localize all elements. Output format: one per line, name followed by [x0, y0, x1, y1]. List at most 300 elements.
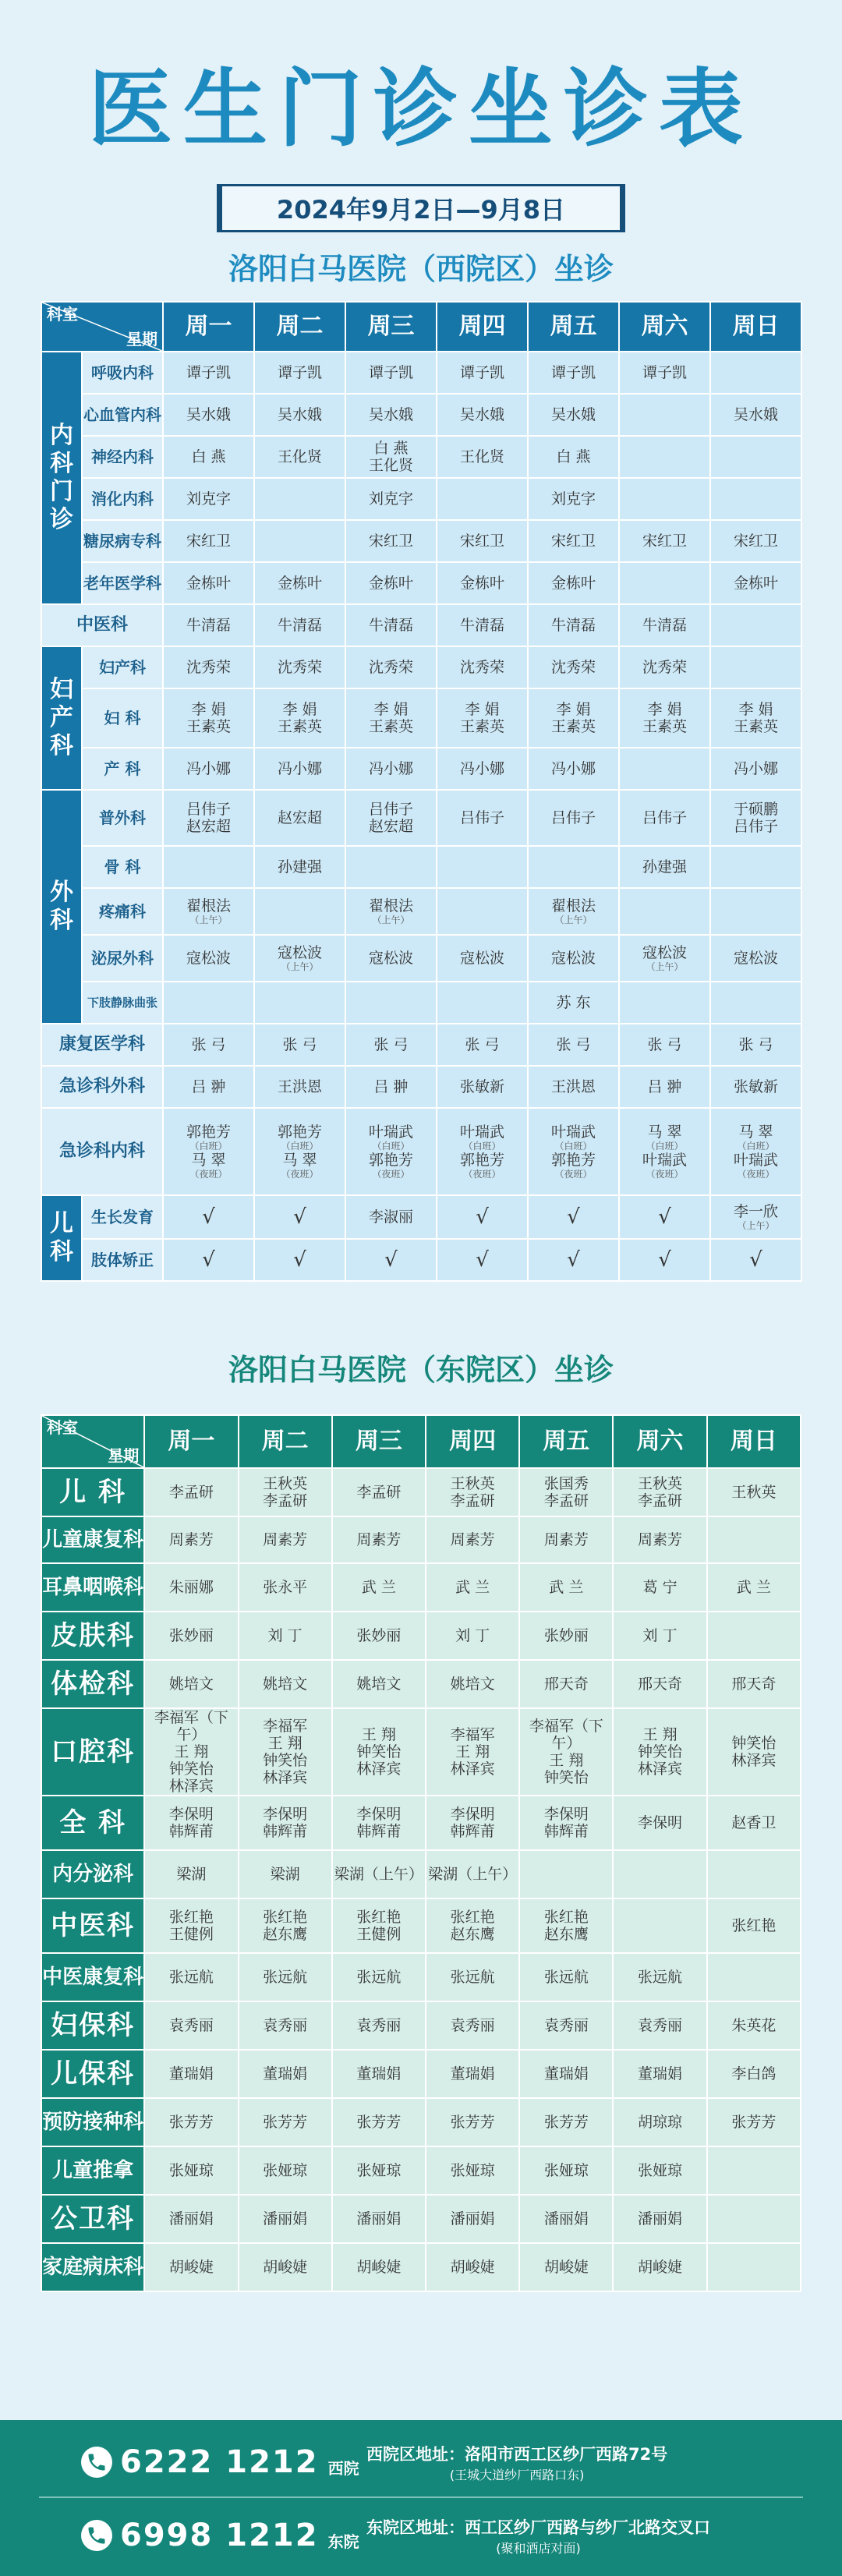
schedule-cell: [619, 478, 710, 520]
dept-name: 皮肤科: [41, 1612, 144, 1660]
check-mark: √: [163, 1239, 254, 1281]
table-row: [41, 1612, 801, 1660]
schedule-cell: 白 燕: [163, 436, 254, 478]
doctor-name: 张远航: [543, 1969, 589, 1986]
doctor-name: 王秋英: [450, 1475, 495, 1492]
schedule-cell: [519, 2146, 613, 2195]
doctor-name: 李孟研: [638, 1492, 683, 1509]
doctor-name: 白 燕: [373, 440, 409, 457]
doctor-name: 张远航: [638, 1969, 683, 1986]
east-phone-label: 东院: [327, 2532, 359, 2551]
doctor-name: 张远航: [168, 1969, 214, 1986]
doctor-name: 张芳芳: [263, 2114, 308, 2131]
doctor-name: 于硕鹏: [733, 801, 778, 818]
doctor-name: 张妙丽: [356, 1627, 402, 1644]
shift-note: （夜班）: [281, 1169, 319, 1180]
west-phone-label: 西院: [327, 2458, 359, 2478]
schedule-cell: [519, 1953, 613, 2001]
schedule-cell: [332, 2195, 426, 2243]
doctor-name: 王素英: [733, 718, 778, 735]
doctor-name: 叶瑞武: [368, 1123, 413, 1141]
schedule-cell: [707, 1516, 801, 1563]
schedule-cell: 宋红卫: [437, 520, 528, 562]
doctor-name: 张芳芳: [356, 2114, 402, 2131]
check-mark: √: [437, 1195, 528, 1239]
day-header: 周二: [254, 302, 345, 352]
doctor-name: 朱丽娜: [168, 1579, 214, 1596]
doctor-name: 吕伟子: [186, 801, 231, 818]
doctor-name: 李保明: [263, 1806, 308, 1823]
schedule-cell: [239, 2098, 332, 2146]
doctor-name: 王 翔: [361, 1726, 396, 1743]
shift-note: （夜班）: [737, 1169, 775, 1180]
dept-name: 儿童推拿: [41, 2146, 144, 2195]
doctor-name: 赵宏超: [186, 818, 231, 835]
schedule-cell: 王洪恩: [254, 1066, 345, 1108]
doctor-name: 张芳芳: [543, 2114, 589, 2131]
schedule-cell: 吴水娥: [528, 394, 619, 436]
schedule-cell: 沈秀荣: [437, 646, 528, 688]
schedule-cell: 王化贤: [437, 436, 528, 478]
schedule-cell: [163, 982, 254, 1024]
check-mark: √: [528, 1195, 619, 1239]
group-label: 儿科: [41, 1195, 82, 1281]
schedule-cell: [619, 748, 710, 790]
schedule-cell: 金栋叶: [710, 562, 801, 604]
schedule-cell: [426, 1850, 519, 1898]
schedule-cell: [426, 1563, 519, 1612]
schedule-cell: 沈秀荣: [163, 646, 254, 688]
east-address: [366, 2515, 710, 2557]
dept-name: 骨 科: [82, 846, 163, 888]
schedule-cell: [707, 2050, 801, 2098]
table-row: [41, 2001, 801, 2050]
doctor-name: 李一欣: [733, 1203, 778, 1220]
doctor-name: 董瑞娟: [450, 2065, 495, 2082]
doctor-name: 王 翔: [267, 1735, 302, 1752]
schedule-cell: 张 弓: [254, 1024, 345, 1066]
doctor-name: 张娅琼: [450, 2162, 495, 2179]
dept-name: 生长发育: [82, 1195, 163, 1239]
doctor-name: 吕伟子: [733, 818, 778, 835]
schedule-cell: [519, 1516, 613, 1563]
schedule-cell: [519, 1898, 613, 1953]
doctor-name: 潘丽娟: [356, 2210, 402, 2227]
doctor-name: 钟笑怡: [168, 1760, 214, 1778]
east-address-text: 东院区地址：西工区纱厂西路与纱厂北路交叉口: [366, 2518, 710, 2537]
schedule-cell: [163, 1108, 254, 1195]
doctor-name: 董瑞娟: [638, 2065, 683, 2082]
schedule-cell: 张 弓: [163, 1024, 254, 1066]
east-phone-number: 6998 1212: [120, 2518, 319, 2553]
schedule-cell: [426, 1660, 519, 1708]
schedule-cell: [619, 935, 710, 982]
east-schedule-body: [41, 1468, 801, 2291]
doctor-name: 张娅琼: [356, 2162, 402, 2179]
doctor-name: 张红艳: [543, 1909, 589, 1926]
schedule-cell: [163, 790, 254, 846]
doctor-name: 袁秀丽: [638, 2017, 683, 2034]
shift-note: （白班）: [281, 1141, 319, 1152]
schedule-cell: 吴水娥: [254, 394, 345, 436]
check-mark: √: [163, 1195, 254, 1239]
schedule-cell: 冯小娜: [254, 748, 345, 790]
doctor-name: 王素英: [277, 718, 322, 735]
check-mark: √: [619, 1239, 710, 1281]
schedule-cell: [239, 1468, 332, 1516]
doctor-name: 赵东鹰: [543, 1926, 589, 1943]
schedule-cell: [345, 688, 437, 748]
doctor-name: 周素芳: [356, 1531, 402, 1548]
doctor-name: 钟笑怡: [263, 1752, 308, 1769]
doctor-name: 马 翠: [738, 1123, 773, 1141]
schedule-cell: 吕伟子: [437, 790, 528, 846]
schedule-cell: [710, 888, 801, 935]
schedule-cell: 寇松波: [528, 935, 619, 982]
doctor-name: 王秋英: [731, 1484, 777, 1501]
shift-note: （夜班）: [372, 1169, 410, 1180]
schedule-cell: [519, 2050, 613, 2098]
schedule-cell: 张 弓: [437, 1024, 528, 1066]
schedule-cell: [519, 2098, 613, 2146]
date-range: 2024年9月2日—9月8日: [217, 184, 625, 232]
schedule-cell: [528, 688, 619, 748]
shift-note: （白班）: [737, 1141, 775, 1152]
doctor-name: 赵东鹰: [263, 1926, 308, 1943]
doctor-name: 王 翔: [174, 1743, 209, 1760]
doctor-name: 姚培文: [263, 1675, 308, 1693]
time-note: （上午）: [646, 961, 684, 972]
schedule-cell: [426, 2001, 519, 2050]
doctor-name: 王素英: [550, 718, 596, 735]
dept-name: 普外科: [82, 790, 163, 846]
schedule-cell: 宋红卫: [528, 520, 619, 562]
doctor-name: 郭艳芳: [186, 1123, 231, 1141]
schedule-cell: [239, 1516, 332, 1563]
day-header: 周六: [613, 1415, 706, 1468]
schedule-cell: [710, 478, 801, 520]
shift-note: （白班）: [372, 1141, 410, 1152]
schedule-cell: 冯小娜: [163, 748, 254, 790]
doctor-name: 叶瑞武: [733, 1152, 778, 1169]
schedule-cell: [710, 790, 801, 846]
doctor-name: 钟笑怡: [356, 1743, 402, 1760]
schedule-cell: 谭子凯: [345, 352, 437, 394]
doctor-name: 张娅琼: [168, 2162, 214, 2179]
schedule-cell: 牛清磊: [619, 604, 710, 646]
group-label: 外科: [41, 790, 82, 1024]
doctor-name: 袁秀丽: [356, 2017, 402, 2034]
schedule-cell: [144, 1468, 238, 1516]
doctor-name: 马 翠: [282, 1152, 317, 1169]
schedule-cell: [707, 2195, 801, 2243]
doctor-name: 李 娟: [282, 701, 317, 718]
schedule-cell: [426, 1612, 519, 1660]
doctor-name: 寇松波: [642, 944, 687, 961]
schedule-cell: [144, 2098, 238, 2146]
doctor-name: 李福军（下午）: [529, 1718, 603, 1752]
doctor-name: 李 娟: [191, 701, 226, 718]
doctor-name: 吕伟子: [368, 801, 413, 818]
schedule-cell: [254, 888, 345, 935]
doctor-name: 周素芳: [543, 1531, 589, 1548]
west-phone-number: 6222 1212: [120, 2444, 319, 2480]
doctor-name: 张国秀: [543, 1475, 589, 1492]
schedule-cell: 寇松波: [437, 935, 528, 982]
time-note: （上午）: [554, 915, 593, 925]
schedule-cell: [710, 982, 801, 1024]
doctor-name: 张远航: [450, 1969, 495, 1986]
schedule-cell: 孙建强: [619, 846, 710, 888]
schedule-cell: [163, 846, 254, 888]
schedule-cell: [437, 888, 528, 935]
schedule-cell: 刘克字: [528, 478, 619, 520]
schedule-cell: [619, 1108, 710, 1195]
doctor-name: 李 娟: [647, 701, 682, 718]
doctor-name: 刘 丁: [267, 1627, 302, 1644]
schedule-cell: [332, 2146, 426, 2195]
dept-name: 妇 科: [82, 688, 163, 748]
schedule-cell: 牛清磊: [528, 604, 619, 646]
schedule-cell: [613, 1953, 706, 2001]
dept-name: 肢体矫正: [82, 1239, 163, 1281]
schedule-cell: 宋红卫: [619, 520, 710, 562]
dept-name: 康复医学科: [41, 1024, 163, 1066]
schedule-cell: [613, 2098, 706, 2146]
doctor-name: 潘丽娟: [168, 2210, 214, 2227]
doctor-name: 王健例: [168, 1926, 214, 1943]
schedule-cell: 牛清磊: [345, 604, 437, 646]
dept-header: 科室: [47, 305, 78, 324]
schedule-cell: [613, 1898, 706, 1953]
check-mark: √: [345, 1239, 437, 1281]
dept-name: 呼吸内科: [82, 352, 163, 394]
schedule-cell: [144, 1563, 238, 1612]
week-header: 星期: [126, 330, 157, 349]
phone-icon: [81, 2520, 112, 2551]
shift-note: （夜班）: [646, 1169, 684, 1180]
doctor-name: 姚培文: [450, 1675, 495, 1693]
schedule-cell: 沈秀荣: [345, 646, 437, 688]
schedule-cell: [619, 688, 710, 748]
doctor-name: 叶瑞武: [550, 1123, 596, 1141]
schedule-cell: [332, 1660, 426, 1708]
doctor-name: 邢天奇: [543, 1675, 589, 1693]
dept-name: 中医科: [41, 604, 163, 646]
doctor-name: 邢天奇: [638, 1675, 683, 1693]
doctor-name: 张永平: [263, 1579, 308, 1596]
schedule-cell: [239, 1660, 332, 1708]
doctor-name: 寇松波: [277, 944, 322, 961]
schedule-cell: [710, 436, 801, 478]
dept-name: 下肢静脉曲张: [82, 982, 163, 1024]
schedule-cell: [426, 2243, 519, 2291]
doctor-name: 张芳芳: [450, 2114, 495, 2131]
schedule-cell: 牛清磊: [163, 604, 254, 646]
doctor-name: 李福军: [450, 1726, 495, 1743]
doctor-name: 梁湖（上午）: [428, 1866, 518, 1883]
dept-name: 泌尿外科: [82, 935, 163, 982]
schedule-cell: [437, 688, 528, 748]
schedule-cell: [332, 1612, 426, 1660]
schedule-cell: [239, 1796, 332, 1850]
schedule-cell: 吴水娥: [163, 394, 254, 436]
schedule-cell: 谭子凯: [437, 352, 528, 394]
doctor-name: 李 娟: [373, 701, 409, 718]
doctor-name: 王素英: [368, 718, 413, 735]
table-row: [41, 2195, 801, 2243]
doctor-name: 李保明: [543, 1806, 589, 1823]
dept-name: 中医康复科: [41, 1953, 144, 2001]
doctor-name: 张娅琼: [543, 2162, 589, 2179]
schedule-cell: [437, 982, 528, 1024]
day-header: 周二: [239, 1415, 332, 1468]
doctor-name: 赵东鹰: [450, 1926, 495, 1943]
doctor-name: 武 兰: [361, 1579, 396, 1596]
schedule-cell: 吴水娥: [437, 394, 528, 436]
doctor-name: 郭艳芳: [368, 1152, 413, 1169]
dept-name: 急诊科内科: [41, 1108, 163, 1195]
doctor-name: 赵香卫: [731, 1814, 777, 1831]
schedule-cell: [426, 1708, 519, 1796]
doctor-name: 王素英: [459, 718, 504, 735]
schedule-cell: 王洪恩: [528, 1066, 619, 1108]
schedule-cell: [332, 2243, 426, 2291]
east-address-note: (聚和酒店对面): [496, 2540, 581, 2556]
schedule-cell: [437, 478, 528, 520]
dept-name: 中医科: [41, 1898, 144, 1953]
group-label: 内科门诊: [41, 352, 82, 604]
doctor-name: 刘 丁: [455, 1627, 490, 1644]
schedule-cell: [519, 2195, 613, 2243]
doctor-name: 梁湖: [176, 1866, 207, 1883]
doctor-name: 潘丽娟: [543, 2210, 589, 2227]
schedule-cell: 宋红卫: [345, 520, 437, 562]
doctor-name: 翟根法: [368, 897, 413, 915]
doctor-name: 赵宏超: [368, 818, 413, 835]
schedule-cell: [239, 1708, 332, 1796]
doctor-name: 张红艳: [356, 1909, 402, 1926]
schedule-cell: [239, 2195, 332, 2243]
schedule-cell: 金栋叶: [345, 562, 437, 604]
dept-name: 预防接种科: [41, 2098, 144, 2146]
schedule-cell: 冯小娜: [437, 748, 528, 790]
schedule-cell: 苏 东: [528, 982, 619, 1024]
schedule-cell: 吕 翀: [163, 1066, 254, 1108]
doctor-name: 胡峻婕: [263, 2259, 308, 2276]
week-header: 星期: [108, 1446, 140, 1465]
schedule-cell: 孙建强: [254, 846, 345, 888]
doctor-name: 郭艳芳: [277, 1123, 322, 1141]
dept-name: 口腔科: [41, 1708, 144, 1796]
dept-name: 神经内科: [82, 436, 163, 478]
schedule-cell: 张 弓: [619, 1024, 710, 1066]
west-section-title: 洛阳白马医院（西院区）坐诊: [228, 252, 614, 286]
table-row: [41, 1563, 801, 1612]
schedule-cell: 牛清磊: [254, 604, 345, 646]
schedule-cell: [144, 2001, 238, 2050]
schedule-cell: [519, 1612, 613, 1660]
schedule-cell: 吕伟子: [528, 790, 619, 846]
schedule-cell: [613, 1612, 706, 1660]
schedule-cell: [332, 1468, 426, 1516]
dept-name: 家庭病床科: [41, 2243, 144, 2291]
schedule-cell: [707, 1660, 801, 1708]
schedule-cell: 谭子凯: [163, 352, 254, 394]
schedule-cell: [613, 1468, 706, 1516]
shift-note: （夜班）: [463, 1169, 501, 1180]
schedule-cell: [613, 2195, 706, 2243]
schedule-cell: [710, 646, 801, 688]
schedule-cell: 谭子凯: [528, 352, 619, 394]
group-label: 妇产科: [41, 646, 82, 790]
dept-name: 儿 科: [41, 1468, 144, 1516]
day-header: 周一: [163, 302, 254, 352]
dept-name: 体检科: [41, 1660, 144, 1708]
doctor-name: 董瑞娟: [356, 2065, 402, 2082]
schedule-cell: 赵宏超: [254, 790, 345, 846]
schedule-cell: 沈秀荣: [528, 646, 619, 688]
doctor-name: 张芳芳: [168, 2114, 214, 2131]
footer-divider: [39, 2496, 803, 2498]
schedule-cell: [144, 1850, 238, 1898]
doctor-name: 李保明: [450, 1806, 495, 1823]
west-schedule-table: [41, 301, 802, 1282]
doctor-name: 张妙丽: [168, 1627, 214, 1644]
table-row: [41, 1468, 801, 1516]
schedule-cell: [519, 1850, 613, 1898]
schedule-cell: [710, 846, 801, 888]
schedule-cell: [426, 2195, 519, 2243]
doctor-name: 张红艳: [263, 1909, 308, 1926]
schedule-cell: 吕 翀: [619, 1066, 710, 1108]
doctor-name: 张娅琼: [638, 2162, 683, 2179]
doctor-name: 武 兰: [549, 1579, 584, 1596]
doctor-name: 钟笑怡: [731, 1735, 777, 1752]
schedule-cell: 金栋叶: [163, 562, 254, 604]
doctor-name: 王秋英: [263, 1475, 308, 1492]
day-header: 周五: [528, 302, 619, 352]
day-header: 周三: [332, 1415, 426, 1468]
schedule-cell: [707, 2098, 801, 2146]
schedule-cell: [707, 1850, 801, 1898]
doctor-name: 韩辉莆: [450, 1823, 495, 1840]
doctor-name: 叶瑞武: [642, 1152, 687, 1169]
doctor-name: 翟根法: [186, 897, 231, 915]
shift-note: （白班）: [189, 1141, 228, 1152]
doctor-name: 李孟研: [543, 1492, 589, 1509]
east-schedule-table: [41, 1414, 801, 2292]
doctor-name: 周素芳: [450, 1531, 495, 1548]
dept-name: 妇产科: [82, 646, 163, 688]
schedule-cell: [163, 888, 254, 935]
doctor-name: 周素芳: [263, 1531, 308, 1548]
doctor-name: 胡峻婕: [450, 2259, 495, 2276]
schedule-cell: [613, 1708, 706, 1796]
doctor-name: 李保明: [356, 1806, 402, 1823]
doctor-name: 张远航: [356, 1969, 402, 1986]
schedule-cell: [144, 1516, 238, 1563]
schedule-cell: [345, 982, 437, 1024]
doctor-name: 李白鸽: [731, 2065, 777, 2082]
doctor-name: 胡峻婕: [168, 2259, 214, 2276]
schedule-cell: [239, 1612, 332, 1660]
schedule-cell: 寇松波: [163, 935, 254, 982]
doctor-name: 袁秀丽: [263, 2017, 308, 2034]
footer: [0, 2420, 842, 2576]
day-header: 周日: [707, 1415, 801, 1468]
schedule-cell: 吴水娥: [345, 394, 437, 436]
